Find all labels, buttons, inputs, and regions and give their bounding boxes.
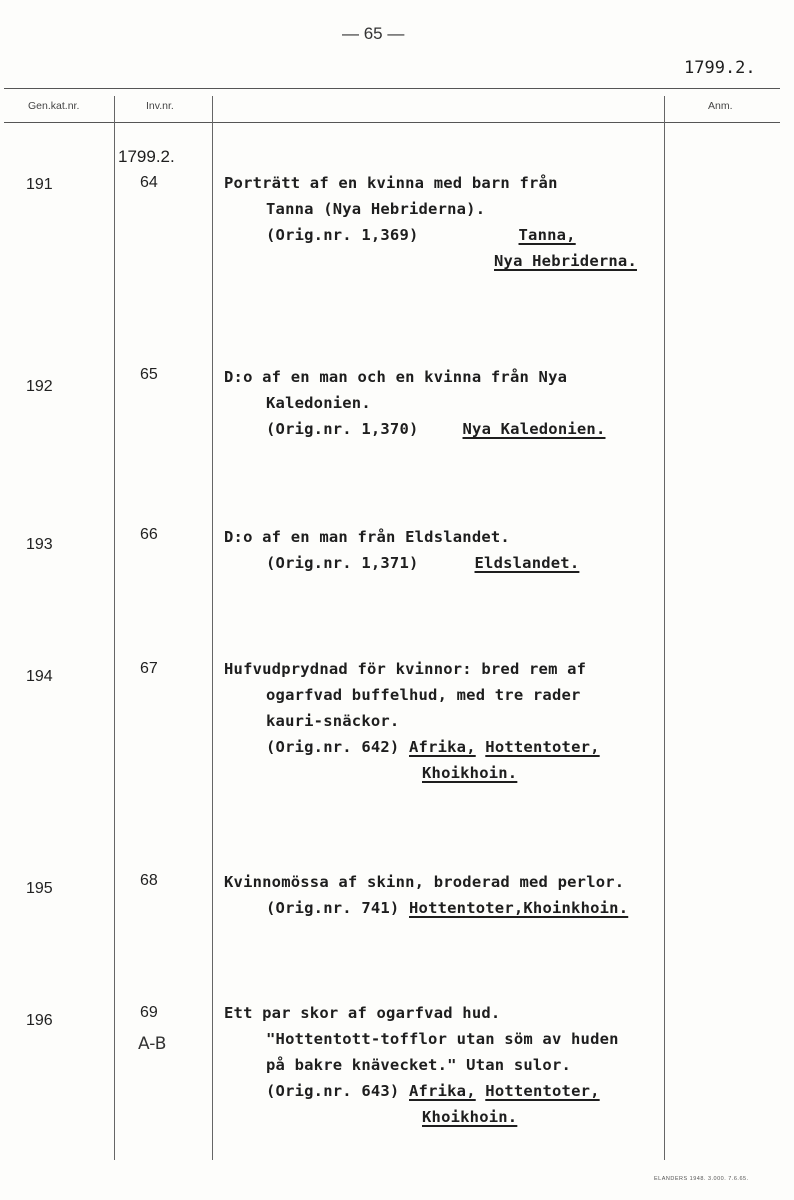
place-name: Hottentoter,	[485, 738, 600, 756]
orig-nr	[224, 1078, 619, 1104]
entry-description	[224, 170, 637, 274]
description-line: på bakre knävecket." Utan sulor.	[266, 1056, 572, 1074]
orig-nr	[224, 550, 579, 576]
orig-nr-text: (Orig.nr. 643)	[266, 1082, 400, 1100]
page-number: — 65 —	[342, 24, 405, 43]
gen-kat-nr: 194	[26, 668, 53, 685]
column-header-anm: Anm.	[708, 100, 733, 112]
gen-kat-nr: 196	[26, 1012, 53, 1029]
column-divider-gen	[114, 96, 115, 1160]
column-divider-inv	[212, 96, 213, 1160]
place-name: Nya Kaledonien.	[462, 420, 606, 438]
place-name: Afrika,	[409, 1082, 476, 1100]
place-name: Khoikhoin.	[422, 1108, 518, 1126]
description-line: kauri-snäckor.	[266, 712, 400, 730]
description-line: D:o af en man och en kvinna från Nya	[224, 368, 568, 386]
inv-nr: 67	[140, 660, 158, 677]
orig-nr	[224, 895, 628, 921]
gen-kat-nr: 193	[26, 536, 53, 553]
orig-nr-text: (Orig.nr. 1,369)	[266, 226, 419, 244]
inv-nr: 68	[140, 872, 158, 889]
gen-kat-nr: 191	[26, 176, 53, 193]
entry-description	[224, 364, 606, 442]
column-header-gen-kat-nr: Gen.kat.nr.	[28, 100, 80, 112]
orig-nr-text: (Orig.nr. 642)	[266, 738, 400, 756]
entry-description	[224, 524, 579, 576]
gen-kat-nr: 195	[26, 880, 53, 897]
orig-nr-text: (Orig.nr. 1,371)	[266, 554, 419, 572]
inv-nr: 69	[140, 1004, 158, 1021]
catalog-code: 1799.2.	[684, 58, 756, 78]
description-line: Kaledonien.	[266, 394, 371, 412]
description-line: Porträtt af en kvinna med barn från	[224, 174, 558, 192]
place-name: Khoikhoin.	[422, 764, 518, 782]
orig-nr-text: (Orig.nr. 1,370)	[266, 420, 419, 438]
printer-footer: ELANDERS 1948. 3.000. 7.6.65.	[654, 1176, 749, 1182]
description-line: ogarfvad buffelhud, med tre rader	[266, 686, 581, 704]
orig-nr	[224, 416, 606, 442]
description-line: Hufvudprydnad för kvinnor: bred rem af	[224, 660, 587, 678]
inv-nr: 65	[140, 366, 158, 383]
place-name: Hottentoter,	[485, 1082, 600, 1100]
entry-description	[224, 656, 600, 786]
entry-description	[224, 1000, 619, 1130]
gen-kat-nr: 192	[26, 378, 53, 395]
column-divider-anm	[664, 96, 665, 1160]
description-line: Kvinnomössa af skinn, broderad med perlor.	[224, 873, 625, 891]
description-line: Ett par skor af ogarfvad hud.	[224, 1004, 501, 1022]
inv-sub-handwritten: A-B	[138, 1034, 167, 1054]
orig-nr	[224, 222, 637, 248]
description-line: Tanna (Nya Hebriderna).	[266, 200, 486, 218]
column-header-inv-nr: Inv.nr.	[146, 100, 174, 112]
place-name: Hottentoter,Khoinkhoin.	[409, 899, 629, 917]
inv-nr: 64	[140, 174, 158, 191]
place-name: Tanna,	[518, 226, 576, 244]
inv-nr: 66	[140, 526, 158, 543]
header-top-rule	[4, 88, 780, 89]
place-name: Eldslandet.	[474, 554, 580, 572]
group-code: 1799.2.	[118, 147, 175, 166]
entry-description	[224, 869, 628, 921]
place-name: Nya Hebriderna.	[494, 252, 637, 270]
orig-nr-text: (Orig.nr. 741)	[266, 899, 400, 917]
orig-nr	[224, 734, 600, 760]
description-line: "Hottentott-tofflor utan söm av huden	[266, 1030, 619, 1048]
place-name: Afrika,	[409, 738, 476, 756]
description-line: D:o af en man från Eldslandet.	[224, 528, 510, 546]
